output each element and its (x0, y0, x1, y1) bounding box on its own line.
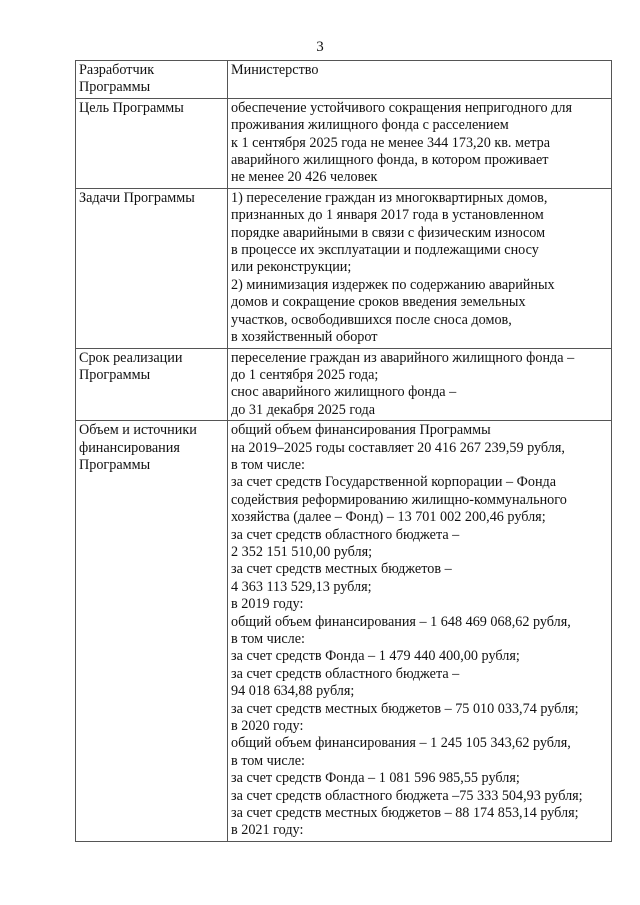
row-label-line: Программы (79, 79, 151, 96)
row-value (228, 421, 612, 842)
row-value-line: хозяйства (далее – Фонд) – 13 701 002 200,46 рубля; (231, 509, 546, 526)
row-label (76, 348, 228, 421)
row-value-line: за счет средств Фонда – 1 081 596 985,55 рубля; (231, 770, 520, 787)
row-value (228, 348, 612, 421)
row-label-line: Цель Программы (79, 99, 184, 116)
row-value (228, 61, 612, 99)
row-value-line: в том числе: (231, 456, 305, 473)
row-value-line: за счет средств местных бюджетов – 88 174 853,14 рубля; (231, 805, 579, 822)
row-label-line: финансирования (79, 439, 180, 456)
row-label-line: Разработчик (79, 62, 155, 78)
row-value-line: в процессе их эксплуатации и подлежащими сносу (231, 242, 539, 259)
row-value-line: 4 363 113 529,13 рубля; (231, 578, 372, 595)
row-value-line: содействия реформированию жилищно-коммунального (231, 491, 567, 508)
row-value-line: переселение граждан из аварийного жилищного фонда – (231, 349, 575, 366)
row-value-line: 94 018 634,88 рубля; (231, 683, 355, 700)
row-value-line: Министерство (231, 62, 319, 78)
program-passport-table (75, 60, 612, 842)
row-value-line: признанных до 1 января 2017 года в установленном (231, 207, 544, 224)
row-label (76, 61, 228, 99)
row-value-line: в 2021 году: (231, 822, 304, 839)
row-label-line: Программы (79, 366, 151, 383)
row-value-line: до 31 декабря 2025 года (231, 401, 376, 418)
row-value-line: за счет средств Государственной корпорации – Фонда (231, 474, 557, 491)
page-number: 3 (316, 39, 324, 55)
row-label-line: Объем и источники (79, 422, 197, 439)
row-value-line: участков, освободившихся после сноса домов, (231, 311, 512, 328)
row-value (228, 98, 612, 188)
row-value-line: в 2020 году: (231, 718, 304, 735)
row-label (76, 188, 228, 348)
row-label (76, 421, 228, 842)
row-value-line: за счет средств областного бюджета – (231, 526, 460, 543)
row-value (228, 188, 612, 348)
row-value-line: снос аварийного жилищного фонда – (231, 384, 457, 401)
row-value-line: проживания жилищного фонда с расселением (231, 117, 509, 134)
row-value-line: порядке аварийными в связи с физическим износом (231, 224, 546, 241)
row-value-line: 2) минимизация издержек по содержанию аварийных (231, 276, 555, 293)
table-row (76, 98, 612, 188)
row-label-line: Программы (79, 456, 151, 473)
row-value-line: не менее 20 426 человек (231, 169, 378, 186)
row-value-line: 2 352 151 510,00 рубля; (231, 543, 373, 560)
row-value-line: общий объем финансирования Программы (231, 422, 491, 439)
row-value-line: общий объем финансирования – 1 648 469 068,62 рубля, (231, 613, 571, 630)
row-value-line: обеспечение устойчивого сокращения непригодного для (231, 99, 572, 116)
row-value-line: за счет средств местных бюджетов – (231, 561, 452, 578)
row-value-line: на 2019–2025 годы составляет 20 416 267 239,59 рубля, (231, 439, 565, 456)
table-row (76, 61, 612, 99)
table-row (76, 348, 612, 421)
row-value-line: до 1 сентября 2025 года; (231, 366, 379, 383)
row-value-line: в том числе: (231, 631, 305, 647)
table-row (76, 421, 612, 842)
row-value-line: в хозяйственный оборот (231, 329, 378, 346)
row-value-line: домов и сокращение сроков введения земельных (231, 294, 526, 311)
row-value-line: за счет средств областного бюджета –75 333 504,93 рубля; (231, 787, 583, 804)
row-value-line: в 2019 году: (231, 596, 304, 613)
row-label (76, 98, 228, 188)
row-value-line: аварийного жилищного фонда, в котором проживает (231, 152, 549, 169)
row-label-line: Срок реализации (79, 349, 183, 366)
row-label-line: Задачи Программы (79, 189, 195, 206)
row-value-line: или реконструкции; (231, 259, 352, 276)
row-value-line: за счет средств областного бюджета – (231, 665, 460, 682)
row-value-line: 1) переселение граждан из многоквартирных домов, (231, 189, 548, 206)
row-value-line: общий объем финансирования – 1 245 105 343,62 рубля, (231, 735, 571, 752)
row-value-line: за счет средств местных бюджетов – 75 010 033,74 рубля; (231, 700, 579, 717)
row-value-line: к 1 сентября 2025 года не менее 344 173,20 кв. метра (231, 134, 551, 151)
table-row (76, 188, 612, 348)
row-value-line: за счет средств Фонда – 1 479 440 400,00 рубля; (231, 648, 520, 665)
row-value-line: в том числе: (231, 752, 305, 769)
